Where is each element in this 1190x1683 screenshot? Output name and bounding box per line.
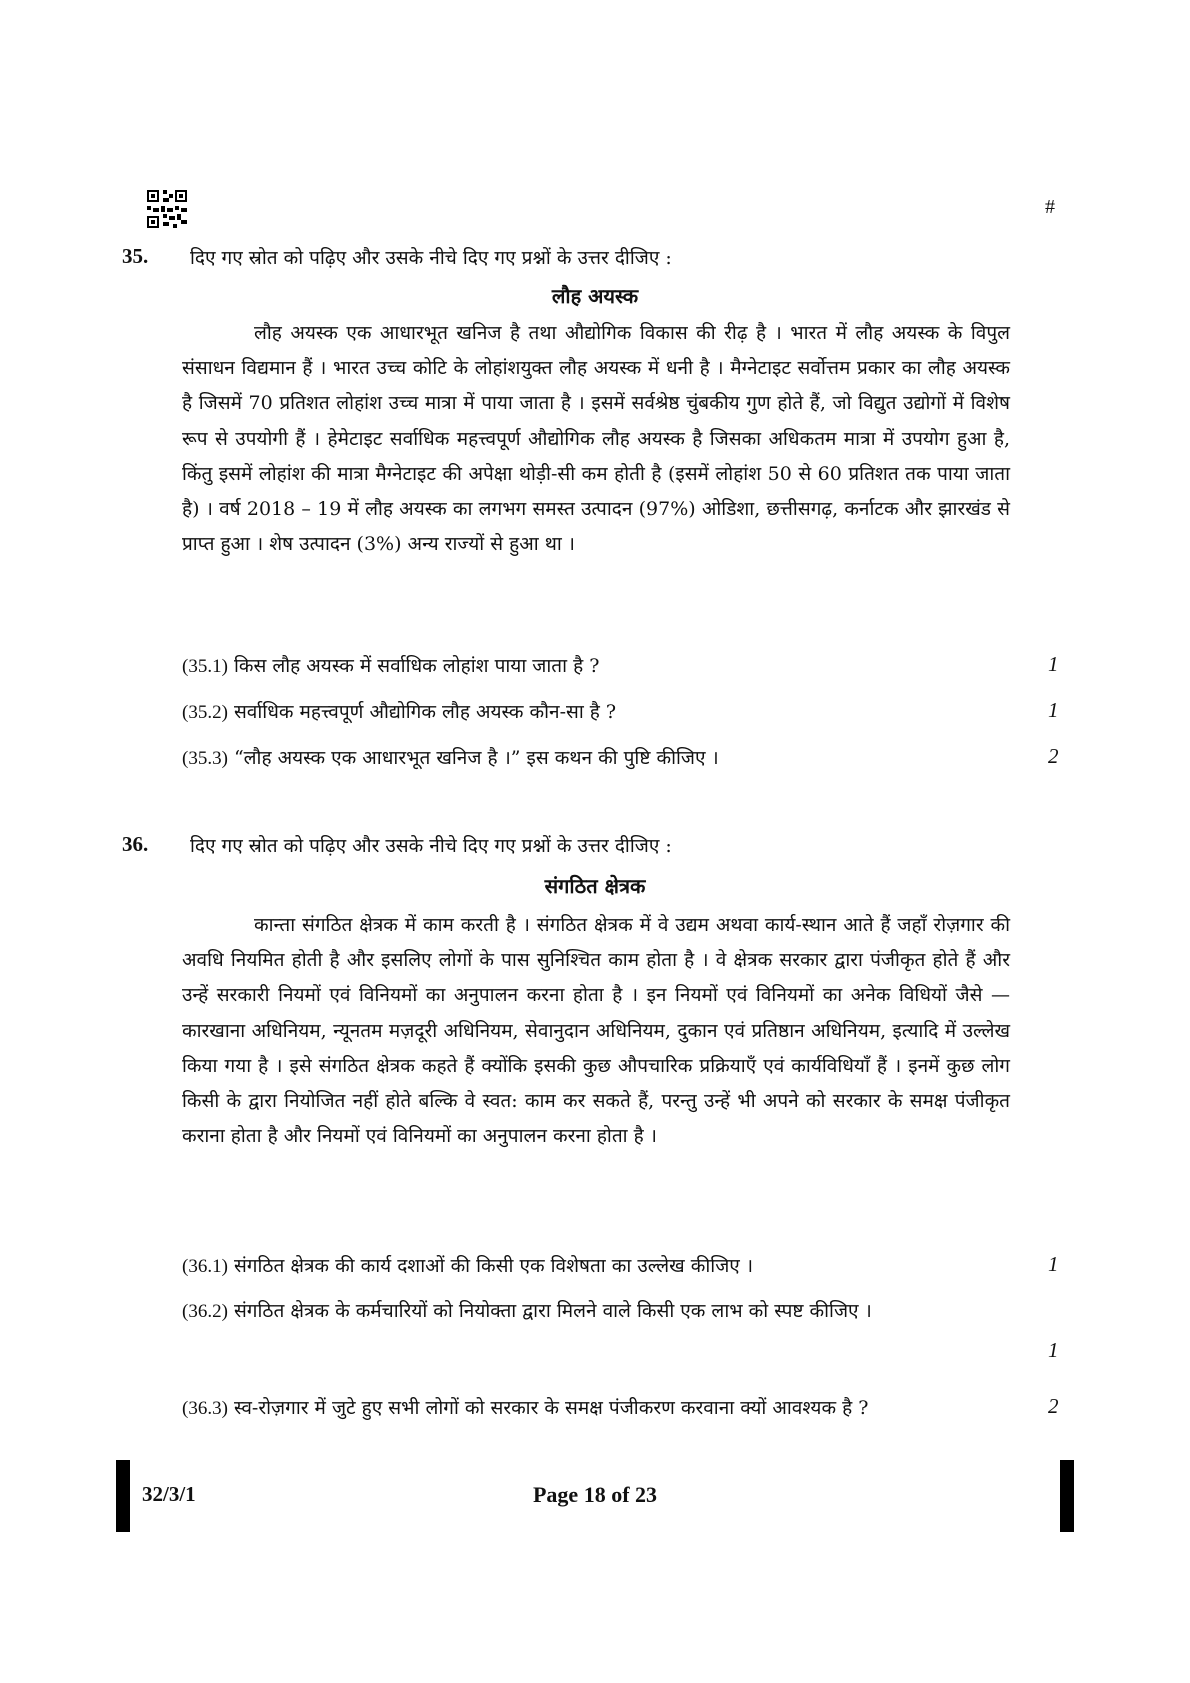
- source-title: संगठित क्षेत्रक: [544, 874, 646, 898]
- subquestion-label: (36.2): [182, 1301, 228, 1322]
- subquestion: [182, 1292, 1032, 1331]
- source-passage: कान्ता संगठित क्षेत्रक में काम करती है । संगठित क्षेत्रक में वे उद्यम अथवा कार्य-स्थान आते हैं जहाँ रोज़गार की अवधि नियमित होती है और इसलिए लोगों के पास सुनिश्चित काम होता है । वे क्षेत्रक सरकार द्वारा पंजीकृत होते हैं और उन्हें सरकारी नियमों एवं विनियमों का अनुपालन करना होता है । इन नियमों एवं विनियमों का अनेक विधियों जैसे — कारखाना अधिनियम, न्यूनतम मज़दूरी अधिनियम, सेवानुदान अधिनियम, दुकान एवं प्रतिष्ठान अधिनियम, इत्यादि में उल्लेख किया गया है । इसे संगठित क्षेत्रक कहते हैं क्योंकि इसकी कुछ औपचारिक प्रक्रियाएँ एवं कार्यविधियाँ हैं । इनमें कुछ लोग किसी के द्वारा नियोजित नहीं होते बल्कि वे स्वत: काम कर सकते हैं, परन्तु उन्हें भी अपने को सरकार के समक्ष पंजीकृत कराना होता है और नियमों एवं विनियमों का अनुपालन करना होता है ।: [182, 914, 1010, 1148]
- subquestion-text: सर्वाधिक महत्त्वपूर्ण औद्योगिक लौह अयस्क कौन-सा है ?: [233, 701, 617, 723]
- marks: 2: [1048, 1394, 1059, 1418]
- question-number: 35.: [122, 244, 149, 268]
- source-passage: लौह अयस्क एक आधारभूत खनिज है तथा औद्योगिक विकास की रीढ़ है । भारत में लौह अयस्क के विपुल संसाधन विद्यमान हैं । भारत उच्च कोटि के लोहांशयुक्त लौह अयस्क में धनी है । मैग्नेटाइट सर्वोत्तम प्रकार का लौह अयस्क है जिसमें 70 प्रतिशत लोहांश उच्च मात्रा में पाया जाता है । इसमें सर्वश्रेष्ठ चुंबकीय गुण होते हैं, जो विद्युत उद्योगों में विशेष रूप से उपयोगी हैं । हेमेटाइट सर्वाधिक महत्त्वपूर्ण औद्योगिक लौह अयस्क है जिसका अधिकतम मात्रा में उपयोग हुआ है, किंतु इसमें लोहांश की मात्रा मैग्नेटाइट की अपेक्षा थोड़ी-सी कम होती है (इसमें लोहांश 50 से 60 प्रतिशत तक पाया जाता है) । वर्ष 2018 – 19 में लौह अयस्क का लगभग समस्त उत्पादन (97%) ओडिशा, छत्तीसगढ़, कर्नाटक और झारखंड से प्राप्त हुआ । शेष उत्पादन (3%) अन्य राज्यों से हुआ था ।: [182, 322, 1010, 556]
- subquestion-text: “लौह अयस्क एक आधारभूत खनिज है ।” इस कथन की पुष्टि कीजिए ।: [233, 747, 719, 769]
- subquestion: [182, 738, 1032, 779]
- marks: 2: [1048, 744, 1059, 768]
- qr-code-icon: [147, 190, 187, 228]
- paper-code: 32/3/1: [142, 1482, 196, 1506]
- subquestion-text: किस लौह अयस्क में सर्वाधिक लोहांश पाया जाता है ?: [233, 655, 600, 677]
- marks: 1: [1048, 652, 1059, 676]
- subquestion-label: (36.1): [182, 1256, 228, 1277]
- subquestion: [182, 646, 1032, 687]
- subquestion-text: संगठित क्षेत्रक के कर्मचारियों को नियोक्ता द्वारा मिलने वाले किसी एक लाभ को स्पष्ट कीजिए ।: [233, 1300, 872, 1322]
- marks: 1: [1048, 698, 1059, 722]
- subquestion-text: संगठित क्षेत्रक की कार्य दशाओं की किसी एक विशेषता का उल्लेख कीजिए ।: [233, 1255, 754, 1277]
- question-instruction: दिए गए स्रोत को पढ़िए और उसके नीचे दिए गए प्रश्नों के उत्तर दीजिए :: [190, 247, 672, 269]
- subquestion: [182, 1246, 1032, 1287]
- subquestion-label: (35.2): [182, 702, 228, 723]
- marks: 1: [1048, 1338, 1059, 1362]
- source-title: लौह अयस्क: [551, 284, 639, 308]
- subquestion-label: (36.3): [182, 1398, 228, 1419]
- page-number: Page 18 of 23: [532, 1482, 658, 1507]
- subquestion-label: (35.3): [182, 748, 228, 769]
- subquestion-label: (35.1): [182, 656, 228, 677]
- hash-mark: #: [1045, 196, 1055, 218]
- subquestion-text: स्व-रोज़गार में जुटे हुए सभी लोगों को सरकार के समक्ष पंजीकरण करवाना क्यों आवश्यक है ?: [233, 1397, 869, 1419]
- question-number: 36.: [122, 832, 149, 856]
- question-instruction: दिए गए स्रोत को पढ़िए और उसके नीचे दिए गए प्रश्नों के उत्तर दीजिए :: [190, 835, 672, 857]
- subquestion: [182, 1388, 1032, 1429]
- subquestion: [182, 692, 1032, 733]
- marks: 1: [1048, 1252, 1059, 1276]
